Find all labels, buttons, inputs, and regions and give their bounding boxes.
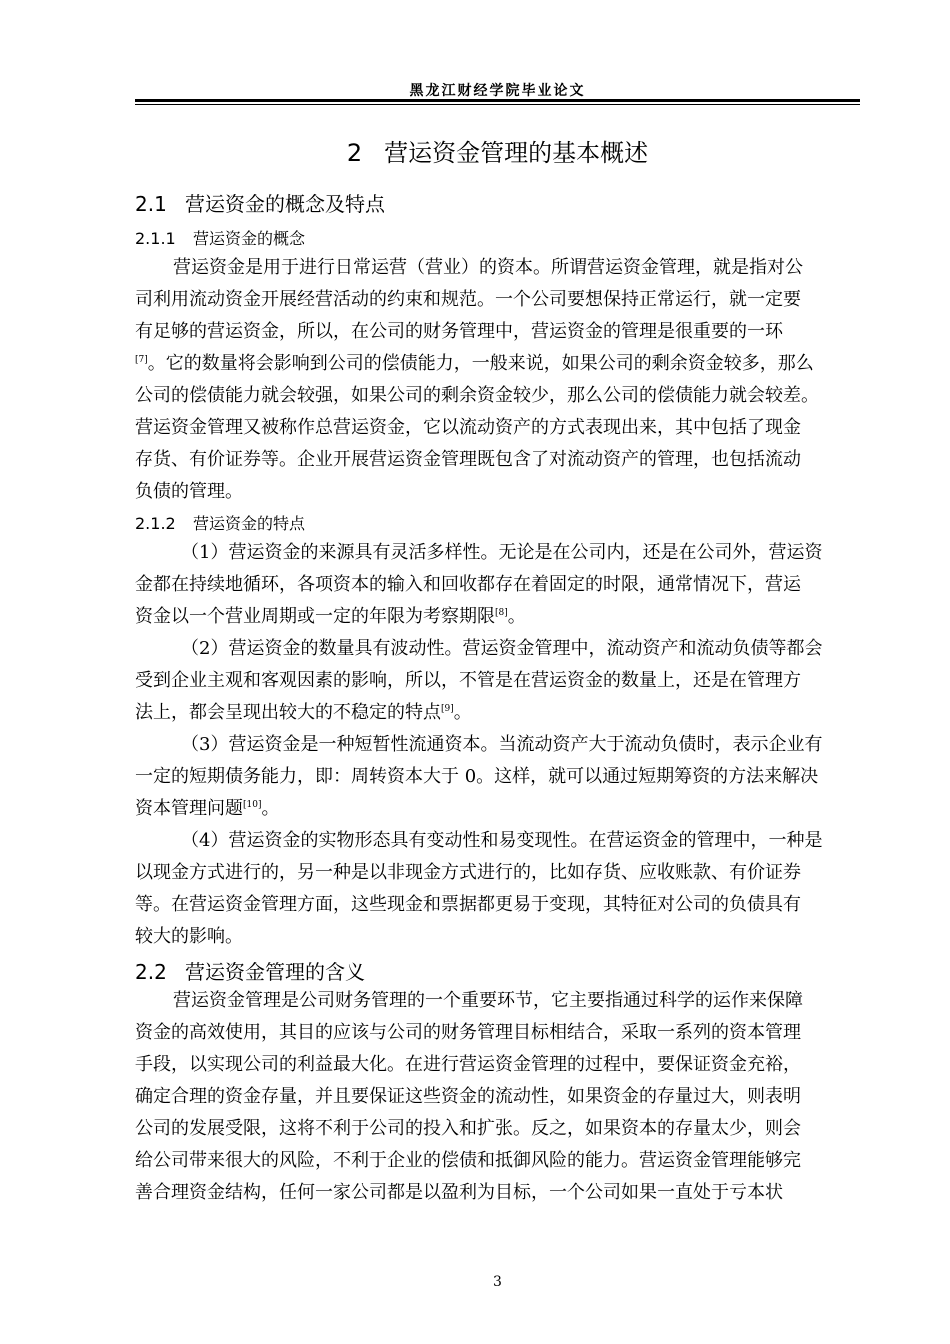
text-line: [135, 697, 865, 729]
text-line: 负债的管理。: [135, 481, 243, 502]
section-title: 营运资金的概念及特点: [185, 192, 385, 216]
text-line: 公司的发展受限，这将不利于公司的投入和扩张。反之，如果资本的存量太少，则会: [135, 1118, 801, 1139]
text-line: 一定的短期债务能力，即：周转资本大于 0。这样，就可以通过短期筹资的方法来解决: [135, 766, 819, 787]
text-line: 存货、有价证券等。企业开展营运资金管理既包含了对流动资产的管理，也包括流动: [135, 449, 801, 470]
subsection-title: 营运资金的特点: [193, 514, 306, 533]
feature-item-1: [135, 537, 865, 633]
text-line: （4）营运资金的实物形态具有变动性和易变现性。在营运资金的管理中，一种是: [181, 830, 823, 851]
text-line: 有足够的营运资金，所以，在公司的财务管理中，营运资金的管理是很重要的一环: [135, 321, 783, 342]
citation-ref: [9]: [441, 704, 454, 714]
text-span: 。: [261, 798, 280, 819]
text-line: 营运资金管理是公司财务管理的一个重要环节，它主要指通过科学的运作来保障: [173, 990, 803, 1011]
chapter-number: 2: [346, 139, 363, 167]
subsection-number: 2.1.2: [135, 514, 176, 533]
subsection-number: 2.1.1: [135, 229, 176, 248]
subsection-title: 营运资金的概念: [193, 229, 306, 248]
citation-ref: [10]: [243, 800, 262, 810]
subsection-heading-2-1-1: [135, 226, 305, 249]
text-line: 营运资金是用于进行日常运营（营业）的资本。所谓营运资金管理，就是指对公: [173, 257, 803, 278]
header-rule-thick: [135, 99, 860, 102]
citation-ref: [8]: [495, 608, 508, 618]
text-line: 善合理资金结构，任何一家公司都是以盈利为目标，一个公司如果一直处于亏本状: [135, 1182, 783, 1203]
section-title: 营运资金管理的含义: [185, 960, 365, 984]
section-heading-2-1: [135, 188, 385, 217]
text-line: 金都在持续地循环，各项资本的输入和回收都存在着固定的时限，通常情况下，营运: [135, 574, 801, 595]
subsection-heading-2-1-2: [135, 511, 305, 534]
text-line: 确定合理的资金存量，并且要保证这些资金的流动性，如果资金的存量过大，则表明: [135, 1086, 801, 1107]
chapter-title: [135, 133, 860, 168]
text-line: 营运资金管理又被称作总营运资金，它以流动资产的方式表现出来，其中包括了现金: [135, 417, 801, 438]
section-number: 2.2: [135, 960, 167, 984]
paragraph-concept: [135, 252, 865, 508]
text-line: 较大的影响。: [135, 926, 243, 947]
feature-item-2: [135, 633, 865, 729]
text-line: 司利用流动资金开展经营活动的约束和规范。一个公司要想保持正常运行，就一定要: [135, 289, 801, 310]
feature-item-3: [135, 729, 865, 825]
paragraph-meaning: [135, 985, 865, 1209]
text-line: [135, 348, 865, 380]
text-span: 资金以一个营业周期或一定的年限为考察期限: [135, 606, 495, 627]
text-line: 手段，以实现公司的利益最大化。在进行营运资金管理的过程中，要保证资金充裕，: [135, 1054, 801, 1075]
text-line: （3）营运资金是一种短暂性流通资本。当流动资产大于流动负债时，表示企业有: [181, 734, 823, 755]
text-line: 受到企业主观和客观因素的影响，所以，不管是在营运资金的数量上，还是在管理方: [135, 670, 801, 691]
section-heading-2-2: [135, 956, 365, 985]
text-line: 以现金方式进行的，另一种是以非现金方式进行的，比如存货、应收账款、有价证券: [135, 862, 801, 883]
feature-item-4: [135, 825, 865, 953]
text-line: 公司的偿债能力就会较强，如果公司的剩余资金较少，那么公司的偿债能力就会较差。: [135, 385, 819, 406]
chapter-title-text: 营运资金管理的基本概述: [384, 139, 649, 167]
text-span: 。它的数量将会影响到公司的偿债能力，一般来说，如果公司的剩余资金较多，那么: [147, 353, 814, 374]
header-rule-thin: [135, 104, 860, 105]
page-number: 3: [493, 1274, 502, 1290]
text-span: 。: [507, 606, 526, 627]
running-header: 黑龙江财经学院毕业论文: [409, 83, 586, 99]
text-span: 法上，都会呈现出较大的不稳定的特点: [135, 702, 441, 723]
text-line: [135, 793, 865, 825]
section-number: 2.1: [135, 192, 167, 216]
text-span: 资本管理问题: [135, 798, 243, 819]
citation-ref: [7]: [135, 355, 148, 365]
text-line: 等。在营运资金管理方面，这些现金和票据都更易于变现，其特征对公司的负债具有: [135, 894, 801, 915]
text-line: 资金的高效使用，其目的应该与公司的财务管理目标相结合，采取一系列的资本管理: [135, 1022, 801, 1043]
text-line: （2）营运资金的数量具有波动性。营运资金管理中，流动资产和流动负债等都会: [181, 638, 823, 659]
text-line: [135, 601, 865, 633]
text-line: （1）营运资金的来源具有灵活多样性。无论是在公司内，还是在公司外，营运资: [181, 542, 823, 563]
text-span: 。: [453, 702, 472, 723]
text-line: 给公司带来很大的风险，不利于企业的偿债和抵御风险的能力。营运资金管理能够完: [135, 1150, 801, 1171]
